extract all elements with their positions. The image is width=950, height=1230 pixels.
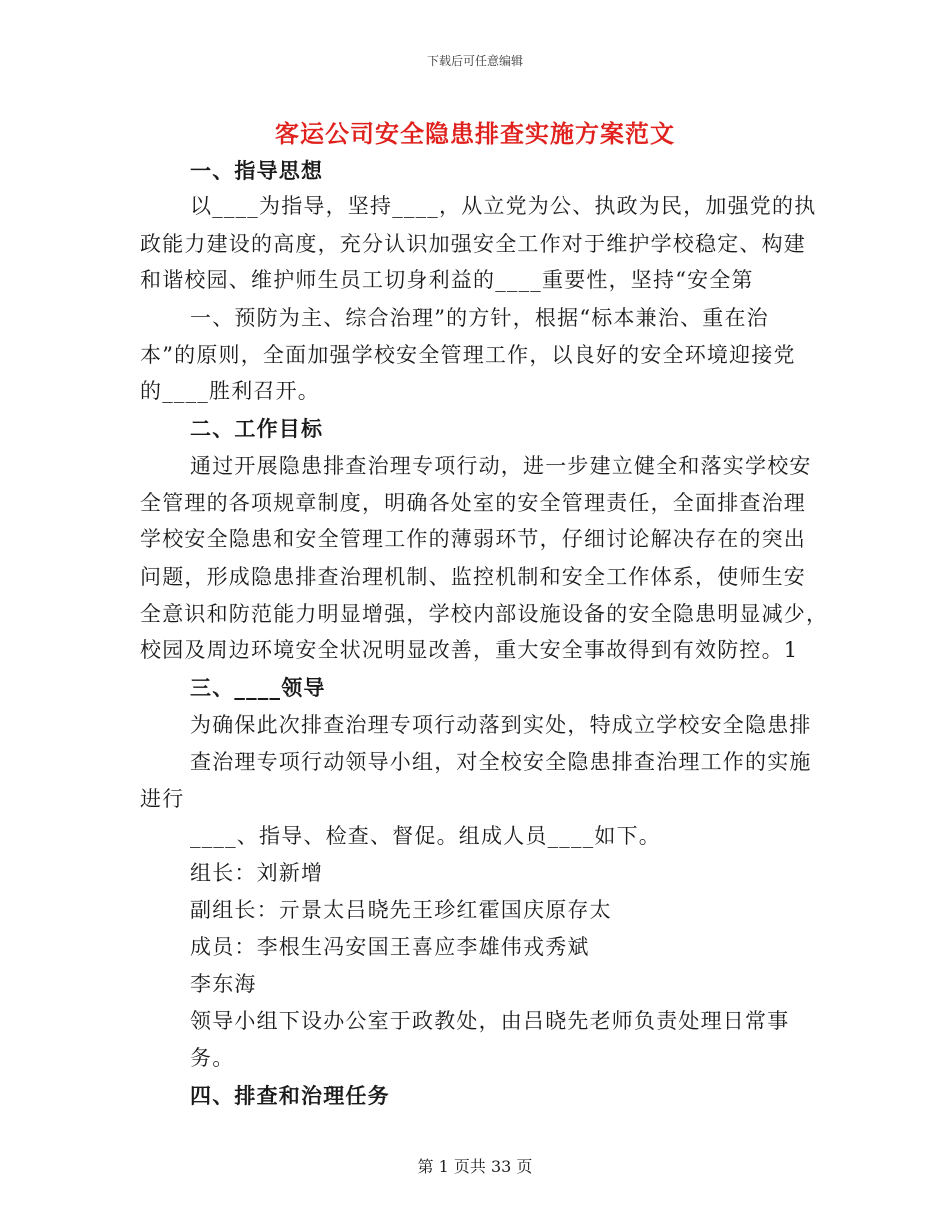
paragraph-line: 一、预防为主、综合治理”的方针，根据“标本兼治、重在治 — [190, 306, 769, 330]
paragraph-line: 通过开展隐患排查治理专项行动，进一步建立健全和落实学校安 — [190, 454, 812, 478]
paragraph-line: 为确保此次排查治理专项行动落到实处，特成立学校安全隐患排 — [190, 713, 812, 737]
heading-work-goals: 二、工作目标 — [190, 416, 324, 441]
document-title: 客运公司安全隐患排查实施方案范文 — [275, 119, 675, 148]
deputy-leader-line: 副组长：亓景太吕晓先王珍红霍国庆原存太 — [190, 898, 612, 922]
paragraph-line: ____、指导、检查、督促。组成人员____如下。 — [190, 824, 661, 848]
heading-guiding-ideology: 一、指导思想 — [190, 158, 324, 183]
heading-inspection-tasks: 四、排查和治理任务 — [190, 1083, 390, 1108]
paragraph-line: 问题，形成隐患排查治理机制、监控机制和安全工作体系，使师生安 — [140, 565, 806, 589]
paragraph-line: 的____胜利召开。 — [140, 379, 320, 403]
paragraph-line: 本”的原则，全面加强学校安全管理工作，以良好的安全环境迎接党 — [140, 343, 796, 367]
paragraph-line: 校园及周边环境安全状况明显改善，重大安全事故得到有效防控。1 — [140, 638, 799, 662]
paragraph-line: 全管理的各项规章制度，明确各处室的安全管理责任，全面排查治理 — [140, 491, 806, 515]
paragraph-line: 和谐校园、维护师生员工切身利益的____重要性，坚持“安全第 — [140, 268, 754, 292]
members-line: 成员：李根生冯安国王喜应李雄伟戎秀斌 — [190, 935, 590, 959]
paragraph-line: 领导小组下设办公室于政教处，由吕晓先老师负责处理日常事 — [190, 1009, 790, 1033]
paragraph-line: 查治理专项行动领导小组，对全校安全隐患排查治理工作的实施 — [190, 750, 812, 774]
heading-leadership: 三、____领导 — [190, 675, 326, 700]
page-footer: 第 1 页共 33 页 — [417, 1157, 533, 1176]
paragraph-line: 以____为指导，坚持____，从立党为公、执政为民，加强党的执 — [190, 194, 817, 218]
paragraph-line: 务。 — [190, 1046, 235, 1070]
team-leader-line: 组长：刘新增 — [190, 861, 324, 885]
members-line-continued: 李东海 — [190, 972, 257, 996]
paragraph-line: 全意识和防范能力明显增强，学校内部设施设备的安全隐患明显减少， — [140, 602, 829, 626]
paragraph-line: 政能力建设的高度，充分认识加强安全工作对于维护学校稳定、构建 — [140, 232, 806, 256]
paragraph-line: 学校安全隐患和安全管理工作的薄弱环节，仔细讨论解决存在的突出 — [140, 527, 806, 551]
paragraph-line: 进行 — [140, 787, 185, 811]
header-note: 下载后可任意编辑 — [426, 54, 523, 68]
